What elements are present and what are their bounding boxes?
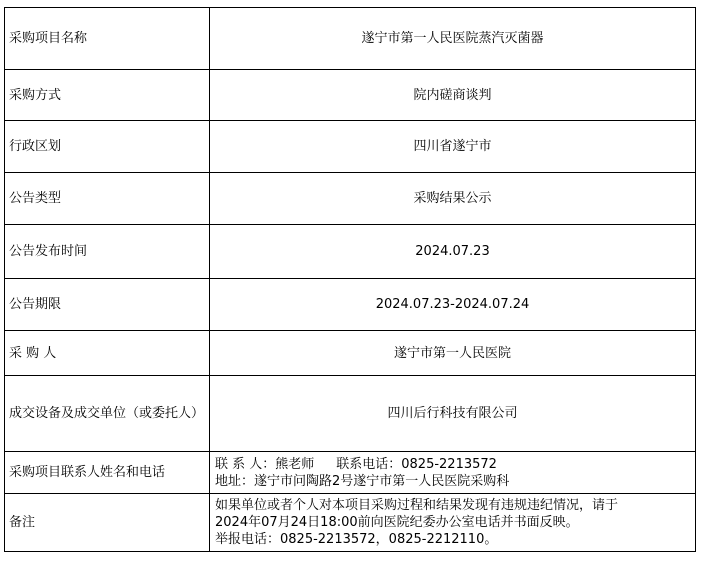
table-row [5, 70, 696, 121]
row-value-method: 院内磋商谈判 [210, 70, 696, 121]
row-label-method: 采购方式 [5, 70, 210, 121]
row-value-notice-type: 采购结果公示 [210, 173, 696, 225]
row-value-remark [210, 494, 696, 552]
table-row [5, 452, 696, 494]
row-label-publish-time: 公告发布时间 [5, 225, 210, 279]
remark-line-1: 如果单位或者个人对本项目采购过程和结果发现有违规违纪情况，请于 [215, 498, 619, 513]
remark-line-3: 举报电话：0825-2213572，0825-2212110。 [215, 532, 498, 547]
contact-phone: 联系电话：0825-2213572 [336, 456, 497, 472]
row-label-purchaser: 采 购 人 [5, 331, 210, 376]
row-label-notice-type: 公告类型 [5, 173, 210, 225]
row-label-project-name: 采购项目名称 [5, 8, 210, 70]
table-row [5, 8, 696, 70]
table-row [5, 376, 696, 452]
row-value-contact [210, 452, 696, 494]
procurement-result-table [4, 7, 696, 552]
table-row [5, 121, 696, 173]
remark-line-2: 2024年07月24日18:00前向医院纪委办公室电话并书面反映。 [215, 515, 579, 530]
table-row [5, 331, 696, 376]
row-label-region: 行政区划 [5, 121, 210, 173]
table-row [5, 494, 696, 552]
row-label-remark: 备注 [5, 494, 210, 552]
row-value-notice-period: 2024.07.23-2024.07.24 [210, 279, 696, 331]
table-row [5, 173, 696, 225]
row-value-publish-time: 2024.07.23 [210, 225, 696, 279]
row-label-notice-period: 公告期限 [5, 279, 210, 331]
contact-address: 地址：遂宁市问陶路2号遂宁市第一人民医院采购科 [215, 473, 510, 489]
contact-person: 联 系 人：熊老师 [215, 456, 315, 472]
contact-line-1 [215, 456, 691, 473]
row-value-purchaser: 遂宁市第一人民医院 [210, 331, 696, 376]
row-value-winning-unit: 四川后行科技有限公司 [210, 376, 696, 452]
row-label-contact: 采购项目联系人姓名和电话 [5, 452, 210, 494]
row-label-winning-unit: 成交设备及成交单位（或委托人） [5, 376, 210, 452]
row-value-region: 四川省遂宁市 [210, 121, 696, 173]
table-row [5, 279, 696, 331]
table-row [5, 225, 696, 279]
row-value-project-name: 遂宁市第一人民医院蒸汽灭菌器 [210, 8, 696, 70]
